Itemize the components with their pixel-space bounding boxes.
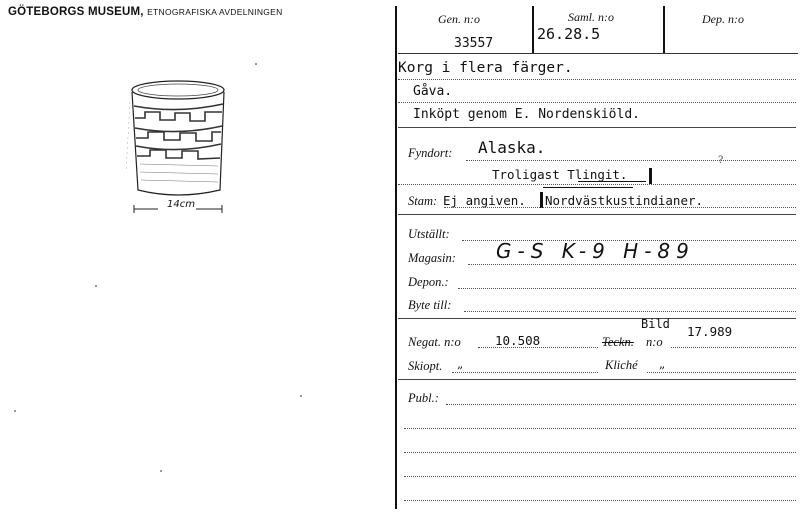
stam-value-2: Nordvästkustindianer. [545, 193, 704, 208]
publ-label: Publ.: [408, 391, 439, 405]
description-title: Korg i flera färger. [398, 60, 573, 76]
description-rule [398, 102, 796, 103]
magasin-line [468, 264, 796, 265]
department-name: ETNOGRAFISKA AVDELNINGEN [147, 7, 283, 17]
margin-mark: ? [718, 155, 724, 166]
negat-label: Negat. n:o [408, 335, 461, 349]
fyndort-line [466, 160, 796, 161]
fyndort-value: Alaska. [478, 138, 546, 157]
kliche-value: „ [659, 357, 666, 371]
description-gift: Gåva. [413, 84, 453, 99]
card-divider [395, 6, 397, 509]
description-rule [398, 127, 796, 128]
depon-label: Depon.: [408, 275, 449, 289]
underline [578, 181, 646, 182]
overline [543, 187, 633, 188]
column-separator [532, 6, 534, 54]
teckn-label: Teckn. [602, 335, 634, 349]
museum-name: GÖTEBORGS MUSEUM, [8, 6, 144, 18]
description-rule [398, 79, 796, 80]
hand-mark [540, 192, 543, 208]
saml-value: 26.28.5 [537, 25, 601, 43]
fyndort-value-2: Troligast Tlingit. [492, 167, 628, 182]
skiopt-label: Skiopt. [408, 359, 443, 373]
bild-label: Bild [641, 317, 670, 331]
section-rule [398, 318, 796, 319]
fyndort-label: Fyndort: [408, 146, 453, 160]
magasin-value: G-S K-9 H-89 [496, 239, 695, 263]
teckn-line [671, 347, 796, 348]
publ-line [446, 404, 796, 405]
utstallt-label: Utställt: [408, 227, 450, 241]
hand-mark [649, 168, 652, 184]
speck [95, 285, 97, 287]
section-rule [398, 379, 796, 380]
byte-line [464, 311, 796, 312]
fyndort-line [398, 184, 796, 185]
dimension-label: 14cm [167, 199, 195, 210]
stam-line [444, 207, 796, 208]
speck [300, 395, 302, 397]
stam-label: Stam: [408, 194, 438, 208]
museum-header [8, 6, 283, 18]
publ-line [404, 500, 796, 501]
byte-label: Byte till: [408, 298, 452, 312]
speck [255, 63, 257, 65]
stam-value: Ej angiven. [443, 193, 526, 208]
speck [14, 410, 16, 412]
saml-label: Saml. n:o [568, 10, 614, 24]
section-rule [398, 214, 796, 215]
negat-value: 10.508 [495, 333, 541, 348]
negat-line [478, 347, 598, 348]
gen-value: 33557 [454, 36, 494, 51]
magasin-label: Magasin: [408, 251, 456, 265]
teckn-no-label: n:o [646, 335, 663, 349]
description-purchase: Inköpt genom E. Nordenskiöld. [413, 107, 640, 122]
skiopt-value: „ [457, 357, 464, 371]
skiopt-line [452, 372, 598, 373]
kliche-line [647, 372, 796, 373]
header-rule [398, 53, 798, 54]
dep-label: Dep. n:o [702, 12, 744, 26]
depon-line [458, 288, 796, 289]
column-separator [663, 6, 665, 53]
kliche-label: Kliché [605, 358, 638, 372]
teckn-value: 17.989 [687, 324, 733, 339]
publ-line [404, 452, 796, 453]
gen-label: Gen. n:o [438, 12, 480, 26]
speck [160, 470, 162, 472]
publ-line [404, 476, 796, 477]
publ-line [404, 428, 796, 429]
